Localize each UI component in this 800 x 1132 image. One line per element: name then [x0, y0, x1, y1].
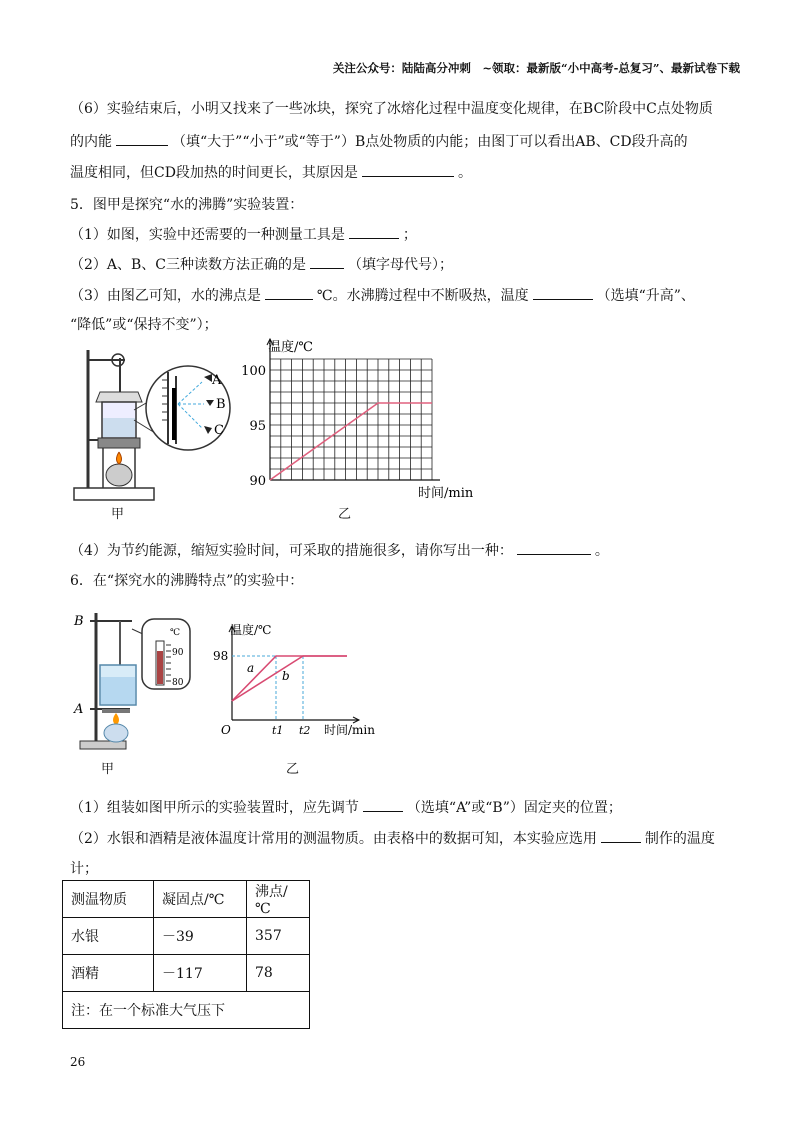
thermo-tick-80: 80: [172, 678, 184, 688]
table-cell: －39: [154, 918, 247, 955]
water: [103, 418, 135, 437]
answer-blank[interactable]: [517, 542, 591, 555]
table-note-row: [63, 992, 310, 1029]
q5-s4b: 。: [594, 543, 609, 559]
y-axis-label: 温度/℃: [230, 623, 272, 637]
q5-s3b: ℃。水沸腾过程中不断吸热，温度: [316, 288, 529, 304]
x-tick-t1: t1: [272, 724, 284, 737]
table-cell: 酒精: [63, 955, 154, 992]
clamp-label-a: A: [74, 702, 84, 717]
q6-s1b: （选填“A”或“B”）固定夹的位置；: [406, 800, 622, 816]
table-cell: －117: [154, 955, 247, 992]
q4-6-l2b: （填“大于”“小于”或“等于”）B点处物质的内能；由图丁可以看出AB、CD段升高的: [172, 134, 688, 150]
q5-s3a: （3）由图乙可知，水的沸点是: [70, 288, 261, 304]
clamp-label-b: B: [74, 614, 84, 629]
q5-s2: [70, 254, 453, 274]
thermo-tick-90: 90: [172, 648, 184, 658]
substance-properties-table: [62, 880, 310, 1029]
answer-blank[interactable]: [116, 133, 168, 146]
eye-label-c: C: [214, 423, 224, 438]
q5-s1a: （1）如图，实验中还需要的一种测量工具是: [70, 227, 345, 243]
page-header: 关注公众号：陆陆高分冲刺 ~领取：最新版“小中高考-总复习”、最新试卷下载: [332, 61, 740, 75]
series-label-b: b: [282, 669, 290, 683]
q6-fig-a-caption: 甲: [101, 762, 115, 777]
origin-label: O: [221, 723, 231, 737]
table-cell: 78: [247, 955, 310, 992]
q6-apparatus-figure: [70, 605, 200, 755]
y-tick-label: 100: [241, 364, 266, 379]
answer-blank[interactable]: [533, 287, 593, 300]
alcohol-lamp: [106, 464, 132, 486]
q4-6-l2a: 的内能: [70, 134, 112, 150]
table-note: 注：在一个标准大气压下: [63, 992, 310, 1029]
y-tick-label: 95: [249, 419, 266, 434]
y-axis-label: 温度/℃: [268, 340, 313, 355]
table-header-row: [63, 881, 310, 918]
q6-s2: [70, 828, 715, 848]
q4-6-line1: （6）实验结束后，小明又找来了一些冰块，探究了冰熔化过程中温度变化规律，在BC阶段中C点处物质: [70, 101, 713, 117]
flame: [113, 713, 119, 725]
q6-s1: [70, 797, 622, 817]
q5-fig-b-caption: 乙: [338, 507, 352, 522]
q6-temperature-chart: [212, 618, 382, 743]
table-row: [63, 918, 310, 955]
answer-blank[interactable]: [310, 256, 344, 269]
beaker-lid: [96, 392, 142, 402]
q6-s2-cont: 计；: [70, 861, 98, 877]
answer-blank[interactable]: [601, 830, 641, 843]
y-tick-label: 90: [249, 474, 266, 489]
flame: [117, 452, 122, 464]
q6-fig-b-caption: 乙: [286, 762, 300, 777]
q6-s2b: 制作的温度: [644, 831, 715, 847]
q5-s1b: ；: [402, 227, 417, 243]
q5-s4a: （4）为节约能源，缩短实验时间，可采取的措施很多，请你写出一种：: [70, 543, 513, 559]
table-row: [63, 955, 310, 992]
temperature-series-line: [270, 403, 432, 480]
q5-s1: [70, 224, 417, 244]
table-header: 凝固点/℃: [154, 881, 247, 918]
q4-6-l3b: 。: [457, 165, 472, 181]
answer-blank[interactable]: [349, 226, 399, 239]
q5-s3-cont: “降低”或“保持不变”）；: [70, 317, 218, 333]
q5-s3: [70, 285, 695, 305]
q6-title: 6．在“探究水的沸腾特点”的实验中：: [70, 573, 304, 589]
answer-blank[interactable]: [265, 287, 313, 300]
gauze: [98, 438, 140, 448]
q5-s3c: （选填“升高”、: [596, 288, 695, 304]
table-cell: 357: [247, 918, 310, 955]
q6-s2a: （2）水银和酒精是液体温度计常用的测温物质。由表格中的数据可知，本实验应选用: [70, 831, 597, 847]
eye-label-b: B: [216, 397, 226, 412]
x-axis-label: 时间/min: [418, 486, 474, 500]
q5-s2a: （2）A、B、C三种读数方法正确的是: [70, 257, 307, 273]
q5-fig-a-caption: 甲: [111, 507, 125, 522]
y-tick-98: 98: [213, 649, 229, 663]
page-number: 26: [70, 1055, 86, 1069]
q5-s2b: （填字母代号）；: [348, 257, 454, 273]
water: [101, 677, 135, 704]
answer-blank[interactable]: [363, 799, 403, 812]
q5-title: 5．图甲是探究“水的沸腾”实验装置：: [70, 197, 304, 213]
thermo-unit: ℃: [170, 628, 181, 638]
q5-temperature-chart: [240, 335, 500, 500]
q5-apparatus-figure: [70, 340, 240, 505]
eye-label-a: A: [212, 373, 222, 388]
q4-6-line3: [70, 162, 472, 182]
q4-6-l3a: 温度相同，但CD段加热的时间更长，其原因是: [70, 165, 358, 181]
answer-blank[interactable]: [362, 164, 454, 177]
table-header: 测温物质: [63, 881, 154, 918]
q4-6-line2: [70, 131, 688, 151]
alcohol-lamp: [104, 724, 128, 742]
table-cell: 水银: [63, 918, 154, 955]
q6-s1a: （1）组装如图甲所示的实验装置时，应先调节: [70, 800, 359, 816]
q5-s4: [70, 540, 609, 560]
stand-base: [74, 488, 154, 500]
table-header: 沸点/℃: [247, 881, 310, 918]
x-tick-t2: t2: [299, 724, 311, 737]
series-label-a: a: [247, 661, 255, 675]
chart-axes: [267, 339, 440, 480]
x-axis-label: 时间/min: [324, 723, 375, 737]
